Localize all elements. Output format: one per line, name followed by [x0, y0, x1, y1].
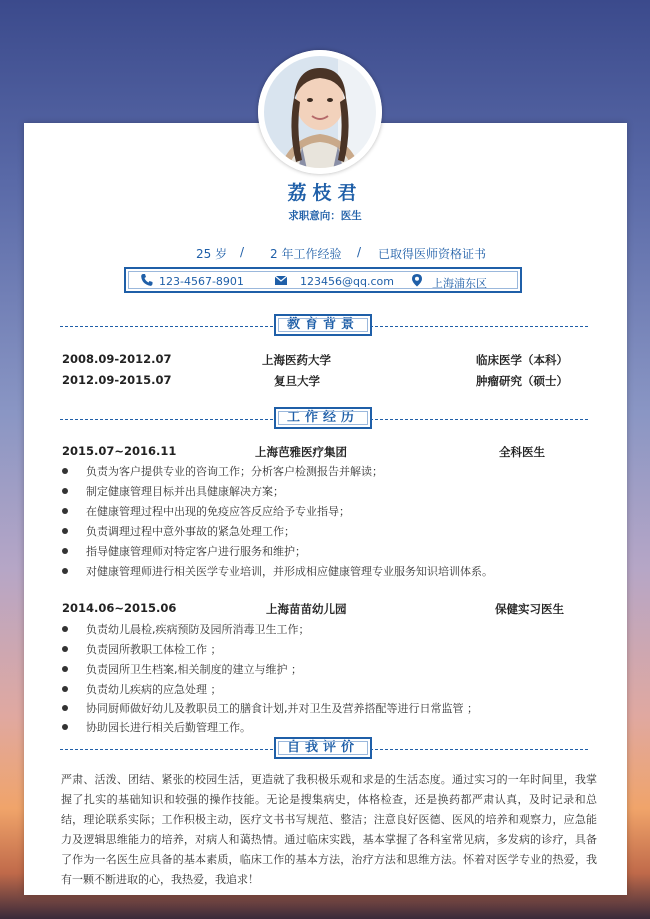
certificate-text: 已取得医师资格证书 — [378, 247, 487, 261]
separator: / — [357, 245, 362, 259]
job-header: 2015.07~2016.11 上海芭雅医疗集团 全科医生 — [62, 444, 545, 459]
location-icon — [410, 273, 424, 287]
profile-photo — [258, 50, 382, 174]
separator: / — [240, 245, 245, 259]
job-header: 2014.06~2015.06 上海苗苗幼儿园 保健实习医生 — [62, 601, 564, 616]
phone-icon — [140, 273, 154, 287]
job-intent: 求职意向：医生 — [288, 210, 362, 222]
mail-icon — [274, 273, 288, 287]
candidate-name: 荔枝君 — [287, 182, 363, 204]
phone-number: 123-4567-8901 — [159, 275, 244, 288]
email-address: 123456@qq.com — [300, 275, 394, 288]
location-text: 上海浦东区 — [432, 277, 487, 290]
education-row: 2008.09-2012.07 上海医药大学 临床医学（本科） — [62, 352, 568, 367]
education-row: 2012.09-2015.07 复旦大学 肿瘤研究（硕士） — [62, 373, 568, 388]
self-eval-text: 严肃、活泼、团结、紧张的校园生活，更造就了我积极乐观和求是的生活态度。通过实习的一年时间里，我掌握了扎实的基础知识和较强的操作技能。无论是搜集病史，体格检查，还是换药都严肃认真，及时记录和总结，理论联系实际；工作积极主动，医疗文书书写规范、整洁；注意良好医德、医风的培养和观察力，应急能力及逻辑思维能力的培养，对病人和蔼热情。通过临床实践，基本掌握了各科室常见病，多发病的诊疗，具备了作为一名医生应具备的基本素质，临床工作的基本方法，治疗方法和思维方法。怀着对医学专业的热爱，我有一颗不断进取的心，我热爱，我追求！ — [61, 773, 597, 886]
self-eval-heading: 自我评价 — [274, 737, 372, 759]
education-heading: 教育背景 — [274, 314, 372, 336]
contact-bar — [124, 267, 522, 293]
age-text: 25 岁 — [196, 247, 228, 261]
experience-text: 2 年工作经验 — [270, 247, 342, 261]
work-heading: 工作经历 — [274, 407, 372, 429]
summary-line — [0, 245, 650, 261]
